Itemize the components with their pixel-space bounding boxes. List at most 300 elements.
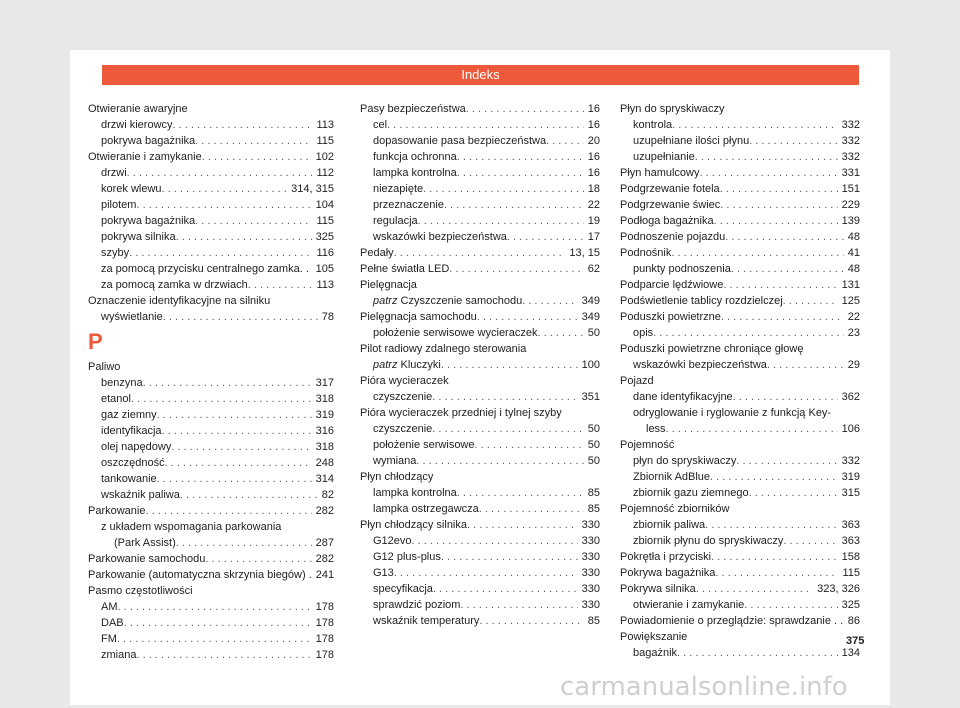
entry-page-ref: 332 — [841, 455, 860, 467]
entry-text: G12evo — [373, 535, 412, 547]
entry-page-ref: 41 — [847, 247, 860, 259]
entry-text: FM — [101, 633, 117, 645]
index-entry — [88, 551, 334, 567]
index-entry — [360, 533, 600, 549]
entry-term — [101, 245, 129, 261]
entry-text: Pasy bezpieczeństwa — [360, 103, 466, 115]
dot-leader — [479, 613, 583, 629]
entry-text: Podgrzewanie świec — [620, 199, 721, 211]
entry-text: DAB — [101, 617, 124, 629]
entry-term — [101, 487, 180, 503]
entry-text: Pedały — [360, 247, 394, 259]
entry-text: Płyn chłodzący silnika — [360, 519, 467, 531]
entry-term — [620, 341, 803, 357]
index-entry — [620, 405, 860, 421]
index-entry — [360, 549, 600, 565]
entry-term — [360, 517, 467, 533]
entry-term — [633, 469, 710, 485]
entry-term — [373, 613, 479, 629]
dot-leader — [477, 309, 578, 325]
entry-page-ref: 332 — [841, 135, 860, 147]
entry-term — [101, 309, 163, 325]
entry-term — [101, 647, 136, 663]
entry-page-ref: 115 — [316, 215, 334, 227]
index-entry — [88, 133, 334, 149]
index-entry — [620, 629, 860, 645]
entry-term — [373, 581, 433, 597]
index-entry — [620, 341, 860, 357]
index-entry — [360, 165, 600, 181]
entry-page-ref: 50 — [587, 423, 600, 435]
index-entry — [360, 373, 600, 389]
entry-page-ref: 134 — [841, 647, 860, 659]
entry-term — [646, 421, 666, 437]
entry-term — [633, 645, 677, 661]
index-entry — [620, 485, 860, 501]
index-entry — [620, 437, 860, 453]
entry-term — [101, 197, 136, 213]
index-column-1 — [88, 101, 334, 663]
entry-text: za pomocą przycisku centralnego zamka. . — [101, 263, 309, 275]
dot-leader — [783, 533, 837, 549]
entry-term — [633, 597, 744, 613]
entry-term — [633, 389, 733, 405]
entry-term — [633, 405, 831, 421]
index-entry — [360, 437, 600, 453]
entry-term — [620, 165, 699, 181]
entry-text: Podparcie lędźwiowe — [620, 279, 724, 291]
entry-page-ref: 317 — [315, 377, 334, 389]
entry-term — [101, 599, 118, 615]
entry-page-ref: 241 — [315, 569, 334, 581]
index-entry — [360, 133, 600, 149]
entry-term — [633, 261, 731, 277]
dot-leader — [522, 293, 577, 309]
entry-page-ref: 85 — [587, 615, 600, 627]
entry-page-ref: 323, 326 — [817, 583, 860, 595]
entry-page-ref: 104 — [315, 199, 334, 211]
entry-term — [620, 437, 674, 453]
entry-term — [633, 149, 695, 165]
index-entry — [620, 533, 860, 549]
entry-text: Pasmo częstotliwości — [88, 585, 193, 597]
entry-term — [620, 501, 729, 517]
entry-text: punkty podnoszenia — [633, 263, 731, 275]
entry-term — [373, 165, 457, 181]
entry-text: zbiornik paliwa — [633, 519, 706, 531]
dot-leader — [736, 453, 837, 469]
entry-term — [101, 407, 157, 423]
index-entry — [620, 277, 860, 293]
index-entry — [88, 615, 334, 631]
entry-text: Podnoszenie pojazdu — [620, 231, 726, 243]
dot-leader — [129, 245, 312, 261]
entry-text: korek wlewu — [101, 183, 162, 195]
entry-page-ref: 85 — [587, 487, 600, 499]
index-entry — [620, 181, 860, 197]
dot-leader — [157, 407, 312, 423]
dot-leader — [666, 421, 838, 437]
section-letter: P — [88, 329, 103, 354]
entry-term — [101, 277, 248, 293]
index-entry — [88, 375, 334, 391]
index-entry — [360, 117, 600, 133]
dot-leader — [416, 453, 583, 469]
entry-text: oszczędność — [101, 457, 165, 469]
index-entry — [360, 213, 600, 229]
entry-page-ref: 16 — [587, 103, 600, 115]
entry-text: Poduszki powietrzne — [620, 311, 721, 323]
entry-term — [373, 421, 432, 437]
entry-term — [620, 293, 783, 309]
entry-term — [88, 359, 120, 375]
index-entry — [360, 357, 600, 373]
index-entry — [360, 101, 600, 117]
entry-term — [620, 277, 723, 293]
entry-text: niezapięte — [373, 183, 424, 195]
dot-leader — [441, 549, 578, 565]
entry-term — [101, 631, 117, 647]
dot-leader — [195, 133, 312, 149]
entry-text: wskaźnik temperatury — [373, 615, 480, 627]
dot-leader — [423, 181, 584, 197]
index-entry — [88, 149, 334, 165]
entry-page-ref: 316 — [315, 425, 334, 437]
see-reference-prefix: patrz — [373, 359, 398, 371]
entry-page-ref: 86 — [847, 615, 860, 627]
entry-term — [88, 149, 202, 165]
index-entry — [620, 517, 860, 533]
entry-text: Parkowanie — [88, 505, 146, 517]
index-entry — [360, 581, 600, 597]
dot-leader — [136, 197, 311, 213]
entry-term — [633, 357, 767, 373]
entry-text: Pielęgnacja — [360, 279, 417, 291]
entry-text: Pojazd — [620, 375, 654, 387]
index-entry — [360, 469, 600, 485]
entry-page-ref: 19 — [587, 215, 600, 227]
entry-term — [360, 261, 449, 277]
index-entry — [88, 101, 334, 117]
entry-term — [633, 325, 653, 341]
index-entry — [88, 567, 334, 583]
dot-leader — [165, 455, 312, 471]
entry-page-ref: 332 — [841, 151, 860, 163]
dot-leader — [720, 181, 838, 197]
entry-text: uzupełniane ilości płynu — [633, 135, 750, 147]
entry-term — [373, 357, 441, 373]
entry-term — [373, 149, 457, 165]
entry-term — [101, 133, 195, 149]
entry-term — [101, 165, 127, 181]
entry-term — [633, 485, 749, 501]
index-entry — [620, 581, 860, 597]
entry-text: Pióra wycieraczek przedniej i tylnej szyby — [360, 407, 562, 419]
entry-text: Czyszczenie samochodu — [400, 295, 523, 307]
entry-term — [373, 501, 479, 517]
dot-leader — [176, 229, 312, 245]
entry-term — [101, 213, 195, 229]
entry-text: wskazówki bezpieczeństwa — [373, 231, 507, 243]
entry-text: Podnośnik — [620, 247, 672, 259]
entry-term — [620, 613, 843, 629]
entry-term — [101, 455, 165, 471]
index-entry — [88, 359, 334, 375]
dot-leader — [466, 101, 584, 117]
entry-text: zmiana — [101, 649, 137, 661]
entry-page-ref: 330 — [581, 519, 600, 531]
index-entry — [88, 487, 334, 503]
index-entry — [88, 407, 334, 423]
index-entry — [88, 503, 334, 519]
entry-page-ref: 48 — [847, 231, 860, 243]
entry-text: pilotem — [101, 199, 137, 211]
index-entry — [88, 647, 334, 663]
index-entry — [88, 471, 334, 487]
entry-text: lampka kontrolna — [373, 487, 457, 499]
dot-leader — [143, 375, 312, 391]
dot-leader — [124, 615, 312, 631]
entry-term — [101, 117, 173, 133]
entry-term — [633, 133, 749, 149]
entry-text: gaz ziemny — [101, 409, 157, 421]
entry-term — [101, 391, 131, 407]
entry-term — [88, 567, 312, 583]
entry-page-ref: 85 — [587, 503, 600, 515]
entry-text: tankowanie — [101, 473, 157, 485]
entry-term — [620, 373, 654, 389]
entry-text: położenie serwisowe — [373, 439, 475, 451]
entry-text: Podświetlenie tablicy rozdzielczej — [620, 295, 783, 307]
dot-leader — [710, 469, 838, 485]
dot-leader — [162, 423, 312, 439]
entry-text: Parkowanie samochodu — [88, 553, 206, 565]
dot-leader — [195, 213, 312, 229]
entry-page-ref: 50 — [587, 455, 600, 467]
entry-text: lampka kontrolna — [373, 167, 457, 179]
index-entry — [88, 535, 334, 551]
entry-page-ref: 178 — [315, 633, 334, 645]
entry-term — [360, 341, 526, 357]
entry-page-ref: 22 — [587, 199, 600, 211]
entry-page-ref: 178 — [315, 617, 334, 629]
page-number: 375 — [846, 635, 865, 647]
dot-leader — [157, 471, 312, 487]
entry-term — [360, 277, 417, 293]
entry-term — [373, 453, 416, 469]
entry-term — [620, 309, 721, 325]
index-entry — [620, 261, 860, 277]
index-entry — [360, 517, 600, 533]
entry-term — [633, 117, 672, 133]
entry-text: benzyna — [101, 377, 143, 389]
dot-leader — [433, 581, 578, 597]
dot-leader — [715, 565, 838, 581]
index-entry — [620, 165, 860, 181]
entry-term — [360, 245, 394, 261]
entry-page-ref: 116 — [316, 247, 334, 259]
entry-text: AM — [101, 601, 118, 613]
index-entry — [360, 181, 600, 197]
index-header: Indeks — [102, 65, 859, 85]
dot-leader — [767, 357, 844, 373]
entry-text: etanol — [101, 393, 131, 405]
dot-leader — [677, 645, 838, 661]
entry-text: Pokrywa silnika — [620, 583, 696, 595]
index-entry — [620, 213, 860, 229]
dot-leader — [131, 391, 312, 407]
index-entry — [360, 149, 600, 165]
entry-page-ref: 106 — [841, 423, 860, 435]
entry-term — [101, 229, 176, 245]
index-entry — [360, 389, 600, 405]
entry-text: Pielęgnacja samochodu — [360, 311, 477, 323]
entry-page-ref: 29 — [847, 359, 860, 371]
index-column-3 — [620, 101, 860, 661]
entry-term — [633, 533, 783, 549]
entry-term — [101, 261, 309, 277]
dot-leader — [173, 117, 313, 133]
dot-leader — [394, 245, 566, 261]
entry-page-ref: 131 — [841, 279, 860, 291]
entry-page-ref: 319 — [315, 409, 334, 421]
dot-leader — [457, 149, 584, 165]
entry-term — [373, 181, 423, 197]
dot-leader — [248, 277, 313, 293]
index-entry — [620, 597, 860, 613]
entry-text: Oznaczenie identyfikacyjne na silniku — [88, 295, 271, 307]
index-entry — [620, 501, 860, 517]
index-entry — [88, 181, 334, 197]
entry-text: Płyn chłodzący — [360, 471, 434, 483]
dot-leader — [171, 439, 311, 455]
entry-term — [620, 213, 714, 229]
entry-text: Otwieranie i zamykanie — [88, 151, 202, 163]
dot-leader — [672, 117, 838, 133]
entry-text: specyfikacja — [373, 583, 433, 595]
entry-page-ref: 330 — [581, 567, 600, 579]
entry-term — [373, 325, 537, 341]
index-entry — [88, 519, 334, 535]
index-entry — [620, 325, 860, 341]
index-entry — [620, 613, 860, 629]
index-entry — [88, 631, 334, 647]
entry-page-ref: 125 — [841, 295, 860, 307]
entry-term — [88, 551, 205, 567]
dot-leader — [723, 277, 837, 293]
dot-leader — [744, 597, 837, 613]
entry-text: Płyn do spryskiwaczy — [620, 103, 725, 115]
entry-page-ref: 287 — [315, 537, 334, 549]
index-entry — [620, 373, 860, 389]
dot-leader — [475, 437, 584, 453]
entry-text: Zbiornik AdBlue — [633, 471, 711, 483]
entry-page-ref: 330 — [581, 551, 600, 563]
index-entry — [360, 453, 600, 469]
entry-text: Podłoga bagażnika — [620, 215, 714, 227]
entry-term — [620, 549, 711, 565]
dot-leader — [205, 551, 311, 567]
dot-leader — [387, 117, 584, 133]
entry-page-ref: 363 — [841, 519, 860, 531]
index-entry — [360, 293, 600, 309]
entry-page-ref: 315 — [841, 487, 860, 499]
entry-term — [373, 565, 394, 581]
entry-term — [360, 405, 562, 421]
entry-term — [373, 533, 412, 549]
entry-text: Kluczyki — [400, 359, 441, 371]
entry-text: Powiększanie — [620, 631, 688, 643]
entry-page-ref: 17 — [587, 231, 600, 243]
entry-page-ref: 22 — [847, 311, 860, 323]
index-entry — [88, 245, 334, 261]
index-entry — [360, 565, 600, 581]
dot-leader — [507, 229, 584, 245]
entry-text: pokrywa silnika — [101, 231, 176, 243]
index-entry — [620, 245, 860, 261]
index-entry — [88, 583, 334, 599]
entry-text: Podgrzewanie fotela — [620, 183, 720, 195]
index-entry — [620, 645, 860, 661]
entry-term — [101, 519, 281, 535]
entry-page-ref: 351 — [581, 391, 600, 403]
index-entry — [360, 485, 600, 501]
entry-page-ref: 325 — [315, 231, 334, 243]
index-entry — [88, 165, 334, 181]
entry-page-ref: 229 — [841, 199, 860, 211]
entry-text: cel — [373, 119, 388, 131]
entry-page-ref: 112 — [316, 167, 334, 179]
entry-term — [373, 213, 418, 229]
entry-page-ref: 50 — [587, 327, 600, 339]
entry-text: przeznaczenie — [373, 199, 444, 211]
entry-page-ref: 16 — [587, 151, 600, 163]
entry-page-ref: 330 — [581, 599, 600, 611]
dot-leader — [432, 389, 577, 405]
dot-leader — [180, 487, 318, 503]
entry-text: Pióra wycieraczek — [360, 375, 449, 387]
entry-term — [373, 437, 475, 453]
entry-text: pokrywa bagażnika — [101, 135, 196, 147]
entry-page-ref: 102 — [315, 151, 334, 163]
index-entry — [620, 309, 860, 325]
entry-text: szyby — [101, 247, 130, 259]
entry-text: kontrola — [633, 119, 673, 131]
index-entry — [360, 277, 600, 293]
entry-page-ref: 62 — [587, 263, 600, 275]
dot-leader — [783, 293, 838, 309]
index-entry — [88, 309, 334, 325]
entry-page-ref: 248 — [315, 457, 334, 469]
entry-text: wymiana — [373, 455, 417, 467]
entry-page-ref: 115 — [316, 135, 334, 147]
entry-text: sprawdzić poziom — [373, 599, 461, 611]
dot-leader — [136, 647, 311, 663]
dot-leader — [457, 165, 584, 181]
index-entry — [88, 439, 334, 455]
index-entry — [620, 133, 860, 149]
entry-text: czyszczenie — [373, 423, 433, 435]
entry-page-ref: 331 — [841, 167, 860, 179]
index-entry — [88, 277, 334, 293]
entry-term — [620, 629, 687, 645]
entry-text: G13 — [373, 567, 394, 579]
entry-text: pokrywa bagażnika — [101, 215, 196, 227]
entry-text: Pokrywa bagażnika — [620, 567, 716, 579]
entry-term — [360, 469, 433, 485]
index-entry — [88, 391, 334, 407]
entry-term — [620, 197, 720, 213]
